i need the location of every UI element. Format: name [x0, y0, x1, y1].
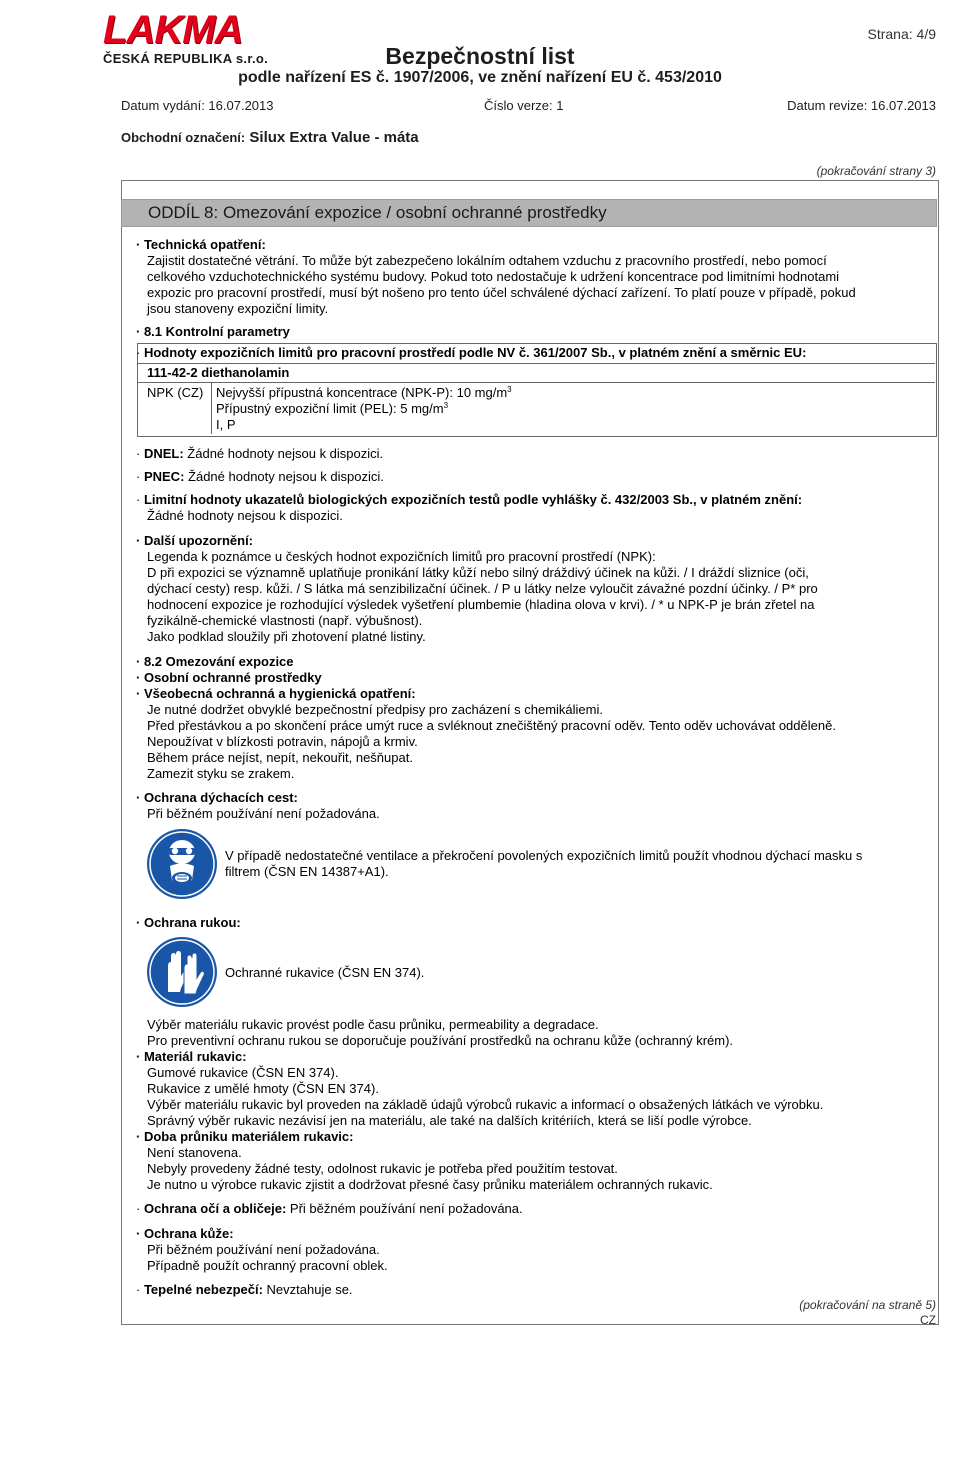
- hygiene-line: Před přestávkou a po skončení práce umýt ruce a svléknout znečištěný pracovní oděv. Tento oděv uchovávat odděleně.: [147, 718, 836, 733]
- notes-line: Legenda k poznámce u českých hodnot expozičních limitů pro pracovní prostředí (NPK):: [147, 549, 656, 564]
- table-divider: [137, 363, 935, 364]
- respiratory-icon-text: V případě nedostatečné ventilace a překročení povolených expozičních limitů použít vhodnou dýchací masku s: [225, 848, 863, 863]
- biological-limits-heading: · Limitní hodnoty ukazatelů biologických expozičních testů podle vyhlášky č. 432/2003 Sb., v platném znění:: [136, 492, 803, 507]
- technical-measures-line: expozic pro pracovní prostředí, musí být nošeno pro tento účel schválené dýchací zařízení. To platí pouze v případě, pokud: [147, 285, 856, 300]
- trade-name: Silux Extra Value - máta: [249, 129, 419, 146]
- document-subtitle: podle nařízení ES č. 1907/2006, ve znění nařízení EU č. 453/2010: [238, 69, 722, 86]
- notes-label: · Další upozornění:: [136, 533, 254, 548]
- eye-protection-row: · Ochrana očí a obličeje: Při běžném používání není požadována.: [136, 1201, 523, 1216]
- glove-material-line: Výběr materiálu rukavic byl proveden na základě údajů výrobců rukavic a informací o obsažených látkách ve výrobku.: [147, 1097, 824, 1112]
- substance-name: 111-42-2 diethanolamin: [147, 365, 290, 380]
- hygiene-label: · Všeobecná ochranná a hygienická opatření:: [136, 686, 416, 701]
- skin-protection-label: · Ochrana kůže:: [136, 1226, 234, 1241]
- technical-measures-label: · Technická opatření:: [136, 237, 266, 252]
- respiratory-text: Při běžném používání není požadována.: [147, 806, 380, 821]
- revision-date: Datum revize: 16.07.2013: [787, 98, 936, 113]
- skin-protection-line: Při běžném používání není požadována.: [147, 1242, 380, 1257]
- npk-notes: I, P: [216, 417, 236, 432]
- page-number: Strana: 4/9: [867, 26, 936, 42]
- penetration-time-label: · Doba průniku materiálem rukavic:: [136, 1129, 354, 1144]
- logo-subtitle: ČESKÁ REPUBLIKA s.r.o.: [103, 51, 269, 66]
- penetration-time-line: Je nutno u výrobce rukavic zjistit a dodržovat přesné časy průniku materiálem ochranných rukavic.: [147, 1177, 713, 1192]
- table-divider: [137, 382, 935, 383]
- glove-material-line: Rukavice z umělé hmoty (ČSN EN 374).: [147, 1081, 379, 1096]
- notes-line: dýchací cesty) resp. kůži. / S látka má senzibilizační účinek. / P u látky nelze vyloučit závažné pozdní účinky. / P* pro: [147, 581, 818, 596]
- npk-value-1: Nejvyšší přípustná koncentrace (NPK-P): 10 $mg/m^3$: [216, 385, 512, 400]
- technical-measures-line: celkového vzduchotechnického systému budovy. Pokud toto nedostačuje k udržení koncentrace pod limitními hodnotami: [147, 269, 840, 284]
- npk-label: NPK (CZ): [147, 385, 204, 400]
- hand-protection-line: Pro preventivní ochranu rukou se doporučuje používání prostředků na ochranu kůže (ochranný krém).: [147, 1033, 734, 1048]
- section-header-bar: [121, 199, 937, 227]
- trade-name-row: [121, 130, 419, 146]
- respiratory-icon-text: filtrem (ČSN EN 14387+A1).: [225, 864, 389, 879]
- glove-material-line: Gumové rukavice (ČSN EN 374).: [147, 1065, 339, 1080]
- technical-measures-line: Zajistit dostatečné větrání. To může být zabezpečeno lokálním odtahem vzduchu z pracovního prostředí, nebo pomocí: [147, 253, 827, 268]
- hygiene-line: Zamezit styku se zrakem.: [147, 766, 295, 781]
- notes-line: hodnocení expozice je rozhodující výsledek vyšetření plumbemie (hladina olova v krvi). / * u NPK-P je brán zřetel na: [147, 597, 815, 612]
- technical-measures-line: jsou stanoveny expoziční limity.: [147, 301, 329, 316]
- hygiene-line: Je nutné dodržet obvyklé bezpečnostní předpisy pro zacházení s chemikáliemi.: [147, 702, 603, 717]
- glove-material-line: Správný výběr rukavic nezávisí jen na materiálu, ale také na dalších kritériích, která se liší podle výrobce.: [147, 1113, 752, 1128]
- notes-line: fyzikálně-chemické vlastnosti (např. výbušnost).: [147, 613, 423, 628]
- exposure-control-label: · 8.2 Omezování expozice: [136, 654, 294, 669]
- continued-from-note: (pokračování strany 3): [816, 164, 936, 178]
- trade-name-label: Obchodní označení:: [121, 130, 246, 145]
- control-parameters-label: · 8.1 Kontrolní parametry: [136, 324, 290, 339]
- logo-word: LAKMA: [103, 8, 243, 52]
- dnel-row: · DNEL: Žádné hodnoty nejsou k dispozici.: [136, 446, 384, 461]
- continued-on-note: (pokračování na straně 5): [799, 1298, 936, 1312]
- hygiene-line: Během práce nejíst, nepít, nekouřit, nešňupat.: [147, 750, 413, 765]
- respiratory-label: · Ochrana dýchacích cest:: [136, 790, 298, 805]
- penetration-time-line: Není stanovena.: [147, 1145, 242, 1160]
- ppe-label: · Osobní ochranné prostředky: [136, 670, 322, 685]
- version-number: Číslo verze: 1: [484, 98, 564, 113]
- hygiene-line: Nepoužívat v blízkosti potravin, nápojů a krmiv.: [147, 734, 418, 749]
- glove-material-label: · Materiál rukavic:: [136, 1049, 247, 1064]
- hand-protection-label: · Ochrana rukou:: [136, 915, 241, 930]
- gloves-mandatory-icon: [146, 936, 218, 1008]
- hand-icon-text: Ochranné rukavice (ČSN EN 374).: [225, 965, 425, 980]
- pel-value: Přípustný expoziční limit (PEL): 5 $mg/m^3$: [216, 401, 449, 416]
- notes-line: Jako podklad sloužily při zhotovení platné listiny.: [147, 629, 426, 644]
- penetration-time-line: Nebyly provedeny žádné testy, odolnost rukavic je potřeba před použitím testovat.: [147, 1161, 618, 1176]
- exposure-limits-heading: · Hodnoty expozičních limitů pro pracovní prostředí podle NV č. 361/2007 Sb., v platném znění a směrnic EU:: [136, 345, 807, 360]
- hand-protection-line: Výběr materiálu rukavic provést podle času průniku, permeability a degradace.: [147, 1017, 599, 1032]
- thermal-hazard-row: · Tepelné nebezpečí: Nevztahuje se.: [136, 1282, 353, 1297]
- pnec-row: · PNEC: Žádné hodnoty nejsou k dispozici.: [136, 469, 384, 484]
- notes-line: D při expozici se významně uplatňuje pronikání látky kůží nebo silný dráždivý účinek na kůži. / I dráždí sliznice (oči,: [147, 565, 809, 580]
- skin-protection-line: Případně použít ochranný pracovní oblek.: [147, 1258, 388, 1273]
- document-title: Bezpečnostní list: [385, 43, 575, 69]
- section-title: ODDÍL 8: Omezování expozice / osobní ochranné prostředky: [148, 203, 607, 222]
- biological-limits-text: Žádné hodnoty nejsou k dispozici.: [147, 508, 343, 523]
- table-column-divider: [211, 383, 212, 434]
- issue-date: Datum vydání: 16.07.2013: [121, 98, 274, 113]
- country-code: CZ: [920, 1313, 936, 1327]
- respirator-mandatory-icon: [146, 828, 218, 900]
